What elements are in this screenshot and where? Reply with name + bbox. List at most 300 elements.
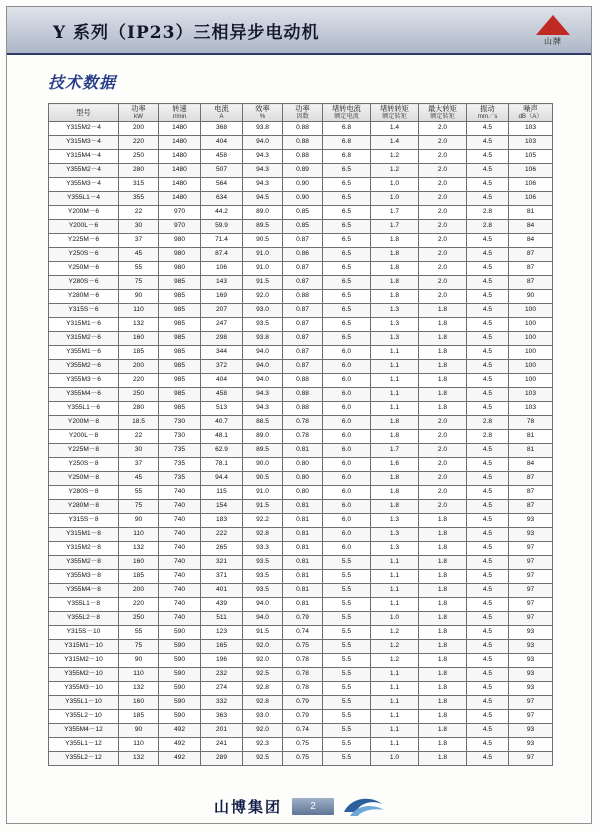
- cell-current: 404: [201, 373, 243, 387]
- cell-current: 94.4: [201, 471, 243, 485]
- cell-locked-rotor-torque-ratio: 1.8: [371, 261, 419, 275]
- cell-power-factor: 0.87: [283, 261, 323, 275]
- table-row: [49, 135, 553, 149]
- table-row: [49, 373, 553, 387]
- cell-speed: 735: [159, 457, 201, 471]
- cell-max-torque-ratio: 1.8: [419, 737, 467, 751]
- cell-efficiency: 89.5: [243, 219, 283, 233]
- cell-current: 222: [201, 527, 243, 541]
- cell-speed: 590: [159, 681, 201, 695]
- cell-speed: 735: [159, 471, 201, 485]
- cell-noise: 81: [509, 205, 553, 219]
- cell-vibration: 4.5: [467, 471, 509, 485]
- cell-efficiency: 93.8: [243, 121, 283, 135]
- cell-locked-rotor-torque-ratio: 1.4: [371, 121, 419, 135]
- cell-power-factor: 0.78: [283, 429, 323, 443]
- cell-speed: 1480: [159, 149, 201, 163]
- cell-noise: 81: [509, 443, 553, 457]
- cell-power-factor: 0.79: [283, 611, 323, 625]
- cell-model: Y200L－6: [49, 219, 119, 233]
- table-row: [49, 275, 553, 289]
- cell-power-factor: 0.87: [283, 359, 323, 373]
- cell-max-torque-ratio: 2.0: [419, 443, 467, 457]
- cell-max-torque-ratio: 2.0: [419, 471, 467, 485]
- cell-speed: 730: [159, 429, 201, 443]
- cell-locked-rotor-current-ratio: 6.0: [323, 345, 371, 359]
- cell-efficiency: 90.5: [243, 471, 283, 485]
- cell-locked-rotor-current-ratio: 6.5: [323, 163, 371, 177]
- table-row: [49, 583, 553, 597]
- cell-model: Y355M3－6: [49, 373, 119, 387]
- cell-noise: 103: [509, 121, 553, 135]
- cell-locked-rotor-torque-ratio: 1.6: [371, 457, 419, 471]
- cell-power: 110: [119, 303, 159, 317]
- cell-speed: 740: [159, 541, 201, 555]
- cell-efficiency: 91.0: [243, 261, 283, 275]
- cell-power: 280: [119, 163, 159, 177]
- cell-vibration: 4.5: [467, 513, 509, 527]
- cell-locked-rotor-current-ratio: 6.5: [323, 261, 371, 275]
- cell-locked-rotor-torque-ratio: 1.7: [371, 205, 419, 219]
- cell-vibration: 4.5: [467, 569, 509, 583]
- cell-locked-rotor-torque-ratio: 1.1: [371, 667, 419, 681]
- cell-efficiency: 91.0: [243, 485, 283, 499]
- cell-noise: 97: [509, 597, 553, 611]
- cell-power-factor: 0.88: [283, 401, 323, 415]
- table-row: [49, 317, 553, 331]
- cell-vibration: 4.5: [467, 667, 509, 681]
- cell-locked-rotor-torque-ratio: 1.1: [371, 723, 419, 737]
- cell-locked-rotor-torque-ratio: 1.1: [371, 569, 419, 583]
- cell-efficiency: 91.0: [243, 247, 283, 261]
- cell-locked-rotor-torque-ratio: 1.3: [371, 527, 419, 541]
- cell-speed: 590: [159, 653, 201, 667]
- cell-power: 90: [119, 289, 159, 303]
- section-heading: 技术数据: [48, 73, 117, 92]
- cell-model: Y355M3－4: [49, 177, 119, 191]
- cell-current: 404: [201, 135, 243, 149]
- col-header-current: 电流 A: [201, 104, 243, 122]
- shanpai-triangle-logo-icon: [536, 15, 570, 35]
- cell-noise: 97: [509, 751, 553, 765]
- cell-speed: 985: [159, 331, 201, 345]
- cell-current: 165: [201, 639, 243, 653]
- table-row: [49, 527, 553, 541]
- cell-power: 110: [119, 737, 159, 751]
- cell-max-torque-ratio: 1.8: [419, 723, 467, 737]
- cell-model: Y355L2－10: [49, 709, 119, 723]
- cell-max-torque-ratio: 1.8: [419, 387, 467, 401]
- cell-max-torque-ratio: 1.8: [419, 401, 467, 415]
- cell-power: 18.5: [119, 415, 159, 429]
- cell-power-factor: 0.88: [283, 135, 323, 149]
- cell-speed: 1480: [159, 191, 201, 205]
- cell-current: 458: [201, 387, 243, 401]
- cell-noise: 93: [509, 527, 553, 541]
- cell-speed: 492: [159, 751, 201, 765]
- cell-power-factor: 0.78: [283, 653, 323, 667]
- cell-power: 160: [119, 331, 159, 345]
- cell-power-factor: 0.81: [283, 541, 323, 555]
- cell-efficiency: 94.0: [243, 373, 283, 387]
- cell-power-factor: 0.81: [283, 597, 323, 611]
- cell-vibration: 4.5: [467, 597, 509, 611]
- table-row: [49, 429, 553, 443]
- cell-noise: 87: [509, 261, 553, 275]
- cell-locked-rotor-torque-ratio: 1.1: [371, 401, 419, 415]
- cell-locked-rotor-torque-ratio: 1.1: [371, 597, 419, 611]
- cell-power: 250: [119, 387, 159, 401]
- cell-model: Y315M1－8: [49, 527, 119, 541]
- cell-speed: 492: [159, 737, 201, 751]
- cell-locked-rotor-torque-ratio: 1.1: [371, 345, 419, 359]
- cell-speed: 740: [159, 555, 201, 569]
- cell-current: 183: [201, 513, 243, 527]
- cell-current: 40.7: [201, 415, 243, 429]
- cell-max-torque-ratio: 2.0: [419, 485, 467, 499]
- col-header-locked-rotor-current-ratio: 堵转电流 额定电流: [323, 104, 371, 122]
- cell-locked-rotor-current-ratio: 6.5: [323, 219, 371, 233]
- cell-speed: 970: [159, 205, 201, 219]
- cell-efficiency: 92.8: [243, 527, 283, 541]
- cell-efficiency: 94.3: [243, 387, 283, 401]
- cell-max-torque-ratio: 1.8: [419, 709, 467, 723]
- cell-locked-rotor-torque-ratio: 1.7: [371, 219, 419, 233]
- table-row: [49, 541, 553, 555]
- cell-locked-rotor-current-ratio: 5.5: [323, 709, 371, 723]
- cell-locked-rotor-torque-ratio: 1.8: [371, 471, 419, 485]
- table-row: [49, 639, 553, 653]
- page-title: Y 系列（IP23）三相异步电动机: [53, 22, 320, 43]
- cell-model: Y355M2－10: [49, 667, 119, 681]
- cell-max-torque-ratio: 1.8: [419, 359, 467, 373]
- cell-current: 71.4: [201, 233, 243, 247]
- cell-noise: 106: [509, 191, 553, 205]
- cell-speed: 740: [159, 611, 201, 625]
- cell-vibration: 4.5: [467, 695, 509, 709]
- cell-locked-rotor-current-ratio: 5.5: [323, 695, 371, 709]
- table-row: [49, 191, 553, 205]
- table-row: [49, 625, 553, 639]
- cell-speed: 590: [159, 639, 201, 653]
- cell-current: 371: [201, 569, 243, 583]
- cell-speed: 735: [159, 443, 201, 457]
- cell-power-factor: 0.78: [283, 667, 323, 681]
- cell-speed: 740: [159, 499, 201, 513]
- cell-power-factor: 0.81: [283, 527, 323, 541]
- cell-power-factor: 0.80: [283, 457, 323, 471]
- cell-locked-rotor-current-ratio: 5.5: [323, 681, 371, 695]
- cell-power: 55: [119, 261, 159, 275]
- cell-vibration: 4.5: [467, 443, 509, 457]
- cell-max-torque-ratio: 2.0: [419, 135, 467, 149]
- cell-speed: 740: [159, 569, 201, 583]
- col-header-power: 功率 kW: [119, 104, 159, 122]
- table-row: [49, 219, 553, 233]
- cell-max-torque-ratio: 1.8: [419, 527, 467, 541]
- cell-max-torque-ratio: 1.8: [419, 373, 467, 387]
- cell-power: 160: [119, 555, 159, 569]
- cell-model: Y315S－8: [49, 513, 119, 527]
- cell-max-torque-ratio: 2.0: [419, 219, 467, 233]
- cell-efficiency: 94.0: [243, 611, 283, 625]
- cell-speed: 590: [159, 695, 201, 709]
- cell-vibration: 4.5: [467, 121, 509, 135]
- cell-noise: 90: [509, 289, 553, 303]
- cell-power-factor: 0.81: [283, 443, 323, 457]
- cell-max-torque-ratio: 2.0: [419, 275, 467, 289]
- cell-locked-rotor-torque-ratio: 1.8: [371, 415, 419, 429]
- cell-vibration: 2.8: [467, 429, 509, 443]
- cell-current: 401: [201, 583, 243, 597]
- cell-max-torque-ratio: 2.0: [419, 247, 467, 261]
- cell-current: 241: [201, 737, 243, 751]
- cell-vibration: 4.5: [467, 401, 509, 415]
- cell-max-torque-ratio: 1.8: [419, 541, 467, 555]
- cell-vibration: 4.5: [467, 555, 509, 569]
- table-row: [49, 695, 553, 709]
- cell-vibration: 2.8: [467, 219, 509, 233]
- cell-power-factor: 0.88: [283, 387, 323, 401]
- table-row: [49, 415, 553, 429]
- cell-max-torque-ratio: 2.0: [419, 205, 467, 219]
- col-header-speed: 转速 r/min: [159, 104, 201, 122]
- cell-current: 59.9: [201, 219, 243, 233]
- cell-power-factor: 0.88: [283, 373, 323, 387]
- table-row: [49, 471, 553, 485]
- cell-power: 355: [119, 191, 159, 205]
- cell-speed: 730: [159, 415, 201, 429]
- cell-power: 220: [119, 135, 159, 149]
- cell-power-factor: 0.81: [283, 513, 323, 527]
- cell-vibration: 4.5: [467, 373, 509, 387]
- cell-locked-rotor-current-ratio: 6.5: [323, 233, 371, 247]
- cell-locked-rotor-current-ratio: 6.5: [323, 331, 371, 345]
- cell-power-factor: 0.75: [283, 737, 323, 751]
- cell-locked-rotor-torque-ratio: 1.8: [371, 429, 419, 443]
- cell-power: 132: [119, 317, 159, 331]
- cell-noise: 97: [509, 695, 553, 709]
- cell-efficiency: 92.0: [243, 639, 283, 653]
- cell-model: Y280S－8: [49, 485, 119, 499]
- cell-efficiency: 91.5: [243, 625, 283, 639]
- cell-speed: 590: [159, 709, 201, 723]
- cell-speed: 985: [159, 359, 201, 373]
- cell-noise: 100: [509, 359, 553, 373]
- cell-locked-rotor-current-ratio: 5.5: [323, 723, 371, 737]
- cell-power: 220: [119, 373, 159, 387]
- cell-current: 78.1: [201, 457, 243, 471]
- cell-power: 37: [119, 233, 159, 247]
- cell-vibration: 4.5: [467, 639, 509, 653]
- cell-model: Y225M－8: [49, 443, 119, 457]
- cell-speed: 985: [159, 373, 201, 387]
- cell-locked-rotor-torque-ratio: 1.3: [371, 303, 419, 317]
- cell-max-torque-ratio: 1.8: [419, 569, 467, 583]
- cell-power: 90: [119, 513, 159, 527]
- cell-speed: 980: [159, 233, 201, 247]
- table-row: [49, 597, 553, 611]
- cell-max-torque-ratio: 1.8: [419, 751, 467, 765]
- cell-locked-rotor-current-ratio: 6.5: [323, 177, 371, 191]
- cell-noise: 103: [509, 401, 553, 415]
- cell-efficiency: 92.8: [243, 681, 283, 695]
- cell-power: 30: [119, 219, 159, 233]
- cell-locked-rotor-torque-ratio: 1.2: [371, 149, 419, 163]
- cell-noise: 100: [509, 303, 553, 317]
- cell-vibration: 4.5: [467, 177, 509, 191]
- cell-model: Y355L1－8: [49, 597, 119, 611]
- cell-locked-rotor-torque-ratio: 1.4: [371, 135, 419, 149]
- cell-efficiency: 93.5: [243, 569, 283, 583]
- cell-locked-rotor-current-ratio: 6.0: [323, 387, 371, 401]
- cell-speed: 985: [159, 401, 201, 415]
- cell-noise: 93: [509, 737, 553, 751]
- cell-vibration: 4.5: [467, 317, 509, 331]
- table-row: [49, 163, 553, 177]
- cell-locked-rotor-current-ratio: 5.5: [323, 667, 371, 681]
- table-row: [49, 289, 553, 303]
- cell-power: 55: [119, 485, 159, 499]
- cell-current: 332: [201, 695, 243, 709]
- cell-speed: 970: [159, 219, 201, 233]
- cell-locked-rotor-current-ratio: 6.0: [323, 513, 371, 527]
- table-row: [49, 345, 553, 359]
- cell-model: Y280S－6: [49, 275, 119, 289]
- cell-noise: 97: [509, 541, 553, 555]
- wave-swirl-icon: [342, 794, 386, 818]
- cell-model: Y355M3－10: [49, 681, 119, 695]
- technical-data-table-wrap: [48, 103, 552, 766]
- cell-power-factor: 0.79: [283, 695, 323, 709]
- cell-vibration: 4.5: [467, 233, 509, 247]
- cell-efficiency: 93.5: [243, 583, 283, 597]
- cell-current: 564: [201, 177, 243, 191]
- cell-speed: 985: [159, 289, 201, 303]
- cell-model: Y200M－8: [49, 415, 119, 429]
- cell-current: 321: [201, 555, 243, 569]
- cell-efficiency: 94.3: [243, 177, 283, 191]
- cell-noise: 87: [509, 471, 553, 485]
- cell-noise: 93: [509, 667, 553, 681]
- cell-model: Y355M2－4: [49, 163, 119, 177]
- cell-speed: 590: [159, 667, 201, 681]
- cell-model: Y315M2－4: [49, 121, 119, 135]
- footer-brand: 山博集团: [213, 797, 282, 816]
- cell-locked-rotor-current-ratio: 6.5: [323, 289, 371, 303]
- cell-max-torque-ratio: 1.8: [419, 345, 467, 359]
- cell-power-factor: 0.79: [283, 709, 323, 723]
- cell-model: Y355L2－8: [49, 611, 119, 625]
- table-body: [49, 121, 553, 765]
- cell-vibration: 4.5: [467, 499, 509, 513]
- cell-vibration: 4.5: [467, 737, 509, 751]
- table-row: [49, 457, 553, 471]
- cell-power: 132: [119, 751, 159, 765]
- cell-vibration: 4.5: [467, 149, 509, 163]
- cell-locked-rotor-current-ratio: 6.0: [323, 415, 371, 429]
- cell-efficiency: 94.0: [243, 597, 283, 611]
- cell-vibration: 4.5: [467, 625, 509, 639]
- cell-model: Y315S－10: [49, 625, 119, 639]
- cell-power-factor: 0.74: [283, 723, 323, 737]
- cell-locked-rotor-torque-ratio: 1.1: [371, 695, 419, 709]
- cell-power: 110: [119, 667, 159, 681]
- cell-vibration: 4.5: [467, 191, 509, 205]
- cell-model: Y355M2－8: [49, 555, 119, 569]
- cell-vibration: 4.5: [467, 751, 509, 765]
- cell-locked-rotor-current-ratio: 6.0: [323, 457, 371, 471]
- cell-speed: 985: [159, 303, 201, 317]
- cell-power: 185: [119, 709, 159, 723]
- cell-locked-rotor-torque-ratio: 1.8: [371, 499, 419, 513]
- cell-current: 247: [201, 317, 243, 331]
- cell-power: 90: [119, 653, 159, 667]
- cell-current: 48.1: [201, 429, 243, 443]
- page-footer: [0, 794, 600, 818]
- cell-efficiency: 94.0: [243, 345, 283, 359]
- cell-efficiency: 94.3: [243, 163, 283, 177]
- col-header-locked-rotor-torque-ratio: 堵转转矩 额定转矩: [371, 104, 419, 122]
- cell-power: 90: [119, 723, 159, 737]
- cell-model: Y280M－8: [49, 499, 119, 513]
- cell-efficiency: 89.5: [243, 443, 283, 457]
- cell-vibration: 4.5: [467, 247, 509, 261]
- table-row: [49, 233, 553, 247]
- cell-locked-rotor-current-ratio: 5.5: [323, 569, 371, 583]
- table-header-row: [49, 104, 553, 122]
- cell-current: 289: [201, 751, 243, 765]
- cell-vibration: 4.5: [467, 541, 509, 555]
- cell-noise: 84: [509, 457, 553, 471]
- col-header-power-factor: 功率 因数: [283, 104, 323, 122]
- cell-efficiency: 94.0: [243, 359, 283, 373]
- cell-max-torque-ratio: 2.0: [419, 289, 467, 303]
- cell-locked-rotor-torque-ratio: 1.1: [371, 373, 419, 387]
- cell-max-torque-ratio: 1.8: [419, 597, 467, 611]
- cell-power-factor: 0.85: [283, 219, 323, 233]
- cell-noise: 93: [509, 653, 553, 667]
- table-row: [49, 387, 553, 401]
- cell-power: 110: [119, 527, 159, 541]
- cell-locked-rotor-current-ratio: 5.5: [323, 583, 371, 597]
- cell-efficiency: 92.3: [243, 737, 283, 751]
- cell-locked-rotor-torque-ratio: 1.1: [371, 359, 419, 373]
- cell-noise: 100: [509, 317, 553, 331]
- table-row: [49, 653, 553, 667]
- cell-current: 62.9: [201, 443, 243, 457]
- cell-locked-rotor-torque-ratio: 1.3: [371, 317, 419, 331]
- table-row: [49, 611, 553, 625]
- cell-max-torque-ratio: 1.8: [419, 695, 467, 709]
- cell-efficiency: 93.5: [243, 555, 283, 569]
- cell-power: 185: [119, 345, 159, 359]
- table-row: [49, 177, 553, 191]
- cell-current: 265: [201, 541, 243, 555]
- cell-locked-rotor-current-ratio: 6.0: [323, 499, 371, 513]
- cell-power: 200: [119, 121, 159, 135]
- cell-locked-rotor-torque-ratio: 1.1: [371, 681, 419, 695]
- cell-locked-rotor-torque-ratio: 1.1: [371, 387, 419, 401]
- cell-current: 106: [201, 261, 243, 275]
- cell-power: 45: [119, 471, 159, 485]
- cell-model: Y355L1－10: [49, 695, 119, 709]
- cell-efficiency: 92.0: [243, 653, 283, 667]
- table-row: [49, 499, 553, 513]
- cell-noise: 97: [509, 709, 553, 723]
- cell-power-factor: 0.87: [283, 345, 323, 359]
- cell-max-torque-ratio: 2.0: [419, 121, 467, 135]
